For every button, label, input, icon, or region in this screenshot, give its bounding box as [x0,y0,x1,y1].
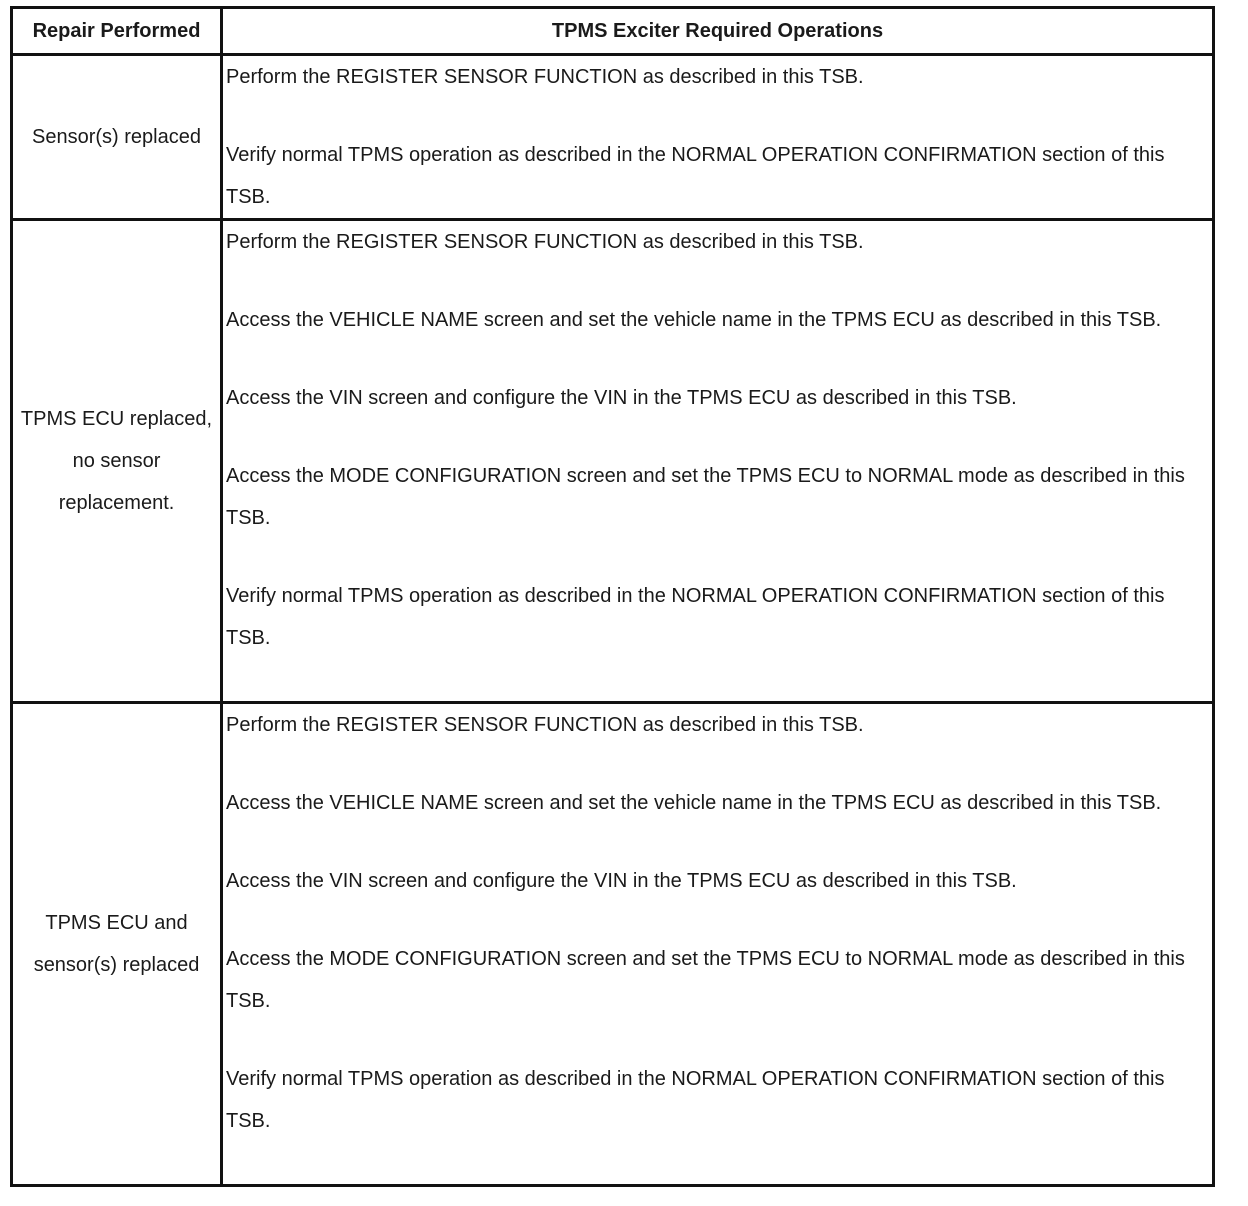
operation-step: Perform the REGISTER SENSOR FUNCTION as described in this TSB. [226,714,864,736]
table-row [12,220,1214,703]
operation-step: Verify normal TPMS operation as described in the NORMAL OPERATION CONFIRMATION section of this TSB. [226,1068,1165,1132]
header-required-operations: TPMS Exciter Required Operations [222,8,1214,55]
operation-step: Access the MODE CONFIGURATION screen and set the TPMS ECU to NORMAL mode as described in this TSB. [226,465,1185,529]
repair-cell: TPMS ECU replaced, no sensor replacement. [12,220,222,703]
table-row [12,55,1214,220]
repair-cell: Sensor(s) replaced [12,55,222,220]
operation-step: Perform the REGISTER SENSOR FUNCTION as described in this TSB. [226,66,864,88]
operation-step: Access the VEHICLE NAME screen and set the vehicle name in the TPMS ECU as described in this TSB. [226,792,1162,814]
operation-step: Verify normal TPMS operation as described in the NORMAL OPERATION CONFIRMATION section of this TSB. [226,144,1165,208]
operation-step: Access the VIN screen and configure the VIN in the TPMS ECU as described in this TSB. [226,387,1017,409]
tpms-operations-table [10,6,1215,1187]
table-header-row [12,8,1214,55]
operation-step: Access the MODE CONFIGURATION screen and set the TPMS ECU to NORMAL mode as described in this TSB. [226,948,1185,1012]
operation-step: Perform the REGISTER SENSOR FUNCTION as described in this TSB. [226,231,864,253]
operation-step: Access the VEHICLE NAME screen and set the vehicle name in the TPMS ECU as described in this TSB. [226,309,1162,331]
operation-step: Verify normal TPMS operation as described in the NORMAL OPERATION CONFIRMATION section of this TSB. [226,585,1165,649]
repair-cell: TPMS ECU and sensor(s) replaced [12,703,222,1186]
operations-cell [222,220,1214,703]
operations-cell [222,703,1214,1186]
operation-step: Access the VIN screen and configure the VIN in the TPMS ECU as described in this TSB. [226,870,1017,892]
header-repair-performed: Repair Performed [12,8,222,55]
table-row [12,703,1214,1186]
operations-cell [222,55,1214,220]
